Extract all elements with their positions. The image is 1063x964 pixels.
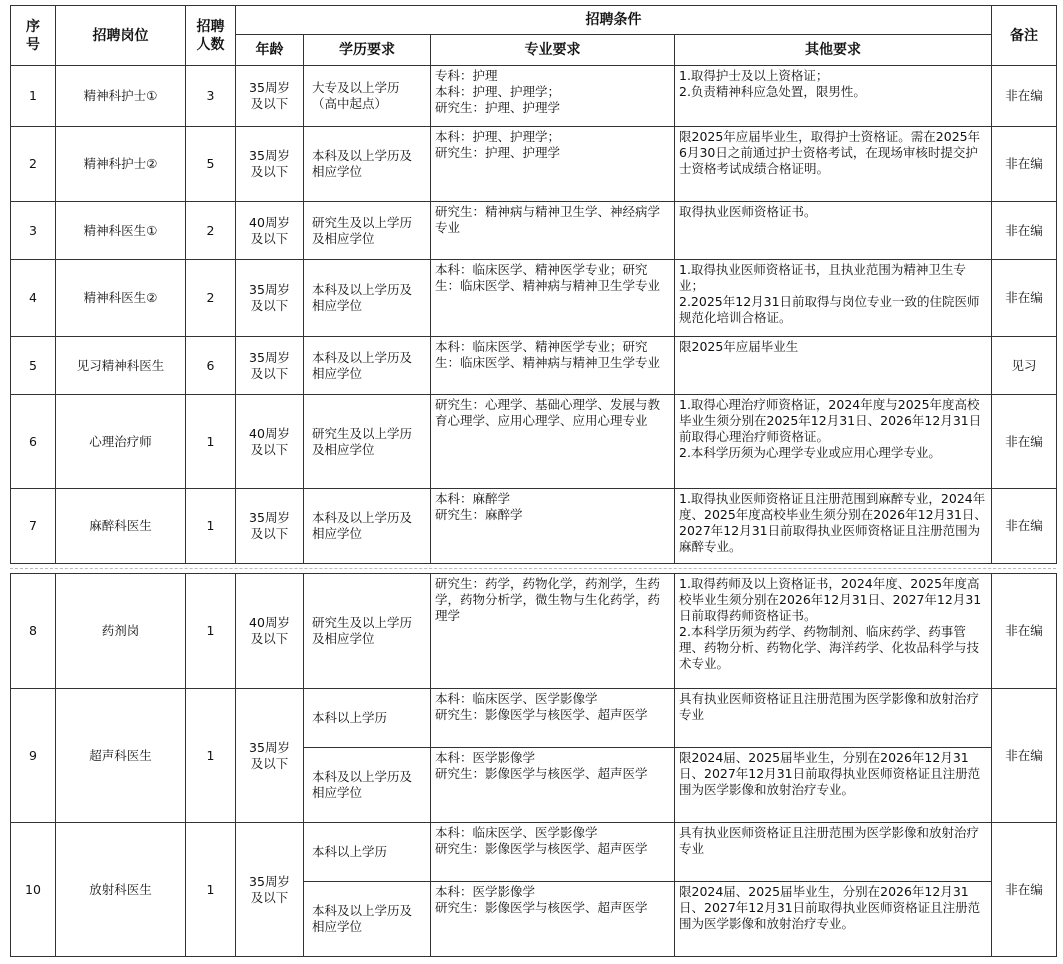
row-remark: 非在编 [992,489,1057,564]
row-age: 35周岁及以下 [236,689,304,823]
row-age: 35周岁及以下 [236,489,304,564]
row-other: 1.取得执业医师资格证书，且执业范围为精神卫生专业； 2.2025年12月31日前取得与岗位专业一致的住院医师规范化培训合格证。 [675,260,992,337]
row-seq: 6 [11,395,56,489]
row-remark: 见习 [992,337,1057,395]
row-age: 35周岁及以下 [236,823,304,957]
row-education: 本科及以上学历及相应学位 [304,337,431,395]
row-count: 1 [186,574,236,689]
table-header [11,6,1057,66]
row-major: 本科：麻醉学 研究生：麻醉学 [431,489,675,564]
row-position: 放射科医生 [56,823,186,957]
row-major: 本科：临床医学、医学影像学 研究生：影像医学与核医学、超声医学 [431,689,675,748]
row-count: 5 [186,127,236,202]
row-major: 本科：护理、护理学； 研究生：护理、护理学 [431,127,675,202]
header-remark: 备注 [992,6,1057,66]
page-break-divider [10,568,1056,569]
row-remark: 非在编 [992,395,1057,489]
row-other: 取得执业医师资格证书。 [675,202,992,260]
row-seq: 7 [11,489,56,564]
row-other: 1.取得心理治疗师资格证，2024年度与2025年度高校毕业生须分别在2025年12月31日、2026年12月31日前取得心理治疗师资格证。 2.本科学历须为心理学专业或应用心理学专业。 [675,395,992,489]
row-other: 具有执业医师资格证且注册范围为医学影像和放射治疗专业 [675,823,992,882]
row-education: 本科及以上学历及相应学位 [304,489,431,564]
table-row [11,127,1057,202]
row-education: 本科及以上学历及相应学位 [304,882,431,957]
header-seq: 序号 [11,6,56,66]
table-body-part2 [11,574,1057,957]
table-row [11,66,1057,127]
recruitment-table-part2 [10,573,1057,957]
row-seq: 10 [11,823,56,957]
row-position: 心理治疗师 [56,395,186,489]
row-count: 1 [186,823,236,957]
table-body-part1 [11,66,1057,564]
table-row [11,395,1057,489]
row-major: 专科：护理 本科：护理、护理学； 研究生：护理、护理学 [431,66,675,127]
row-age: 35周岁及以下 [236,260,304,337]
table-row [11,260,1057,337]
row-education: 本科及以上学历及相应学位 [304,260,431,337]
table-row [11,574,1057,689]
row-other: 限2024届、2025届毕业生，分别在2026年12月31日、2027年12月31日前取得执业医师资格证且注册范围为医学影像和放射治疗专业。 [675,882,992,957]
row-seq: 3 [11,202,56,260]
row-major: 本科：临床医学、精神医学专业；研究生：临床医学、精神病与精神卫生学专业 [431,260,675,337]
row-age: 35周岁及以下 [236,127,304,202]
header-conditions: 招聘条件 [236,6,992,35]
row-remark: 非在编 [992,127,1057,202]
row-position: 精神科护士① [56,66,186,127]
row-major: 本科：临床医学、精神医学专业；研究生：临床医学、精神病与精神卫生学专业 [431,337,675,395]
row-position: 麻醉科医生 [56,489,186,564]
row-seq: 9 [11,689,56,823]
row-remark: 非在编 [992,66,1057,127]
row-other: 具有执业医师资格证且注册范围为医学影像和放射治疗专业 [675,689,992,748]
row-seq: 5 [11,337,56,395]
row-count: 1 [186,689,236,823]
row-age: 40周岁及以下 [236,202,304,260]
row-age: 35周岁及以下 [236,337,304,395]
row-seq: 2 [11,127,56,202]
row-position: 精神科护士② [56,127,186,202]
row-count: 1 [186,489,236,564]
header-count: 招聘人数 [186,6,236,66]
header-education: 学历要求 [304,35,431,66]
row-count: 2 [186,202,236,260]
row-position: 超声科医生 [56,689,186,823]
row-position: 见习精神科医生 [56,337,186,395]
row-other: 1.取得执业医师资格证且注册范围到麻醉专业，2024年度、2025年度高校毕业生须分别在2026年12月31日、2027年12月31日前取得执业医师资格证且注册范围为麻醉专业。 [675,489,992,564]
row-education: 本科以上学历 [304,689,431,748]
row-other: 限2025年应届毕业生，取得护士资格证。需在2025年6月30日之前通过护士资格考试，在现场审核时提交护士资格考试成绩合格证明。 [675,127,992,202]
header-position: 招聘岗位 [56,6,186,66]
row-education: 本科及以上学历及相应学位 [304,127,431,202]
row-count: 6 [186,337,236,395]
row-other: 1.取得护士及以上资格证； 2.负责精神科应急处置，限男性。 [675,66,992,127]
row-education: 研究生及以上学历及相应学位 [304,574,431,689]
header-major: 专业要求 [431,35,675,66]
row-major: 研究生：心理学、基础心理学、发展与教育心理学、应用心理学、应用心理专业 [431,395,675,489]
row-other: 限2024届、2025届毕业生，分别在2026年12月31日、2027年12月31日前取得执业医师资格证且注册范围为医学影像和放射治疗专业。 [675,748,992,823]
row-count: 3 [186,66,236,127]
row-education: 本科及以上学历及相应学位 [304,748,431,823]
row-seq: 8 [11,574,56,689]
row-count: 1 [186,395,236,489]
row-age: 40周岁及以下 [236,574,304,689]
table-row [11,489,1057,564]
table-row [11,823,1057,882]
row-remark: 非在编 [992,823,1057,957]
row-education: 大专及以上学历（高中起点） [304,66,431,127]
table-row [11,202,1057,260]
header-other: 其他要求 [675,35,992,66]
row-education: 本科以上学历 [304,823,431,882]
row-major: 研究生：精神病与精神卫生学、神经病学专业 [431,202,675,260]
row-education: 研究生及以上学历及相应学位 [304,202,431,260]
row-remark: 非在编 [992,260,1057,337]
row-remark: 非在编 [992,574,1057,689]
row-position: 精神科医生② [56,260,186,337]
row-other: 限2025年应届毕业生 [675,337,992,395]
row-count: 2 [186,260,236,337]
row-major: 研究生：药学，药物化学，药剂学，生药学，药物分析学，微生物与生化药学，药理学 [431,574,675,689]
table-row [11,337,1057,395]
row-remark: 非在编 [992,689,1057,823]
row-position: 药剂岗 [56,574,186,689]
header-age: 年龄 [236,35,304,66]
row-major: 本科：医学影像学 研究生：影像医学与核医学、超声医学 [431,748,675,823]
table-row [11,689,1057,748]
row-seq: 4 [11,260,56,337]
recruitment-table-part1 [10,5,1057,564]
row-major: 本科：医学影像学 研究生：影像医学与核医学、超声医学 [431,882,675,957]
row-age: 35周岁及以下 [236,66,304,127]
row-other: 1.取得药师及以上资格证书，2024年度、2025年度高校毕业生须分别在2026年12月31日、2027年12月31日前取得药师资格证书。 2.本科学历须为药学、药物制剂、临床药学、药事管理、药物分析、药物化学、海洋药学、化妆品科学与技术专业。 [675,574,992,689]
row-major: 本科：临床医学、医学影像学 研究生：影像医学与核医学、超声医学 [431,823,675,882]
row-remark: 非在编 [992,202,1057,260]
row-seq: 1 [11,66,56,127]
row-position: 精神科医生① [56,202,186,260]
row-education: 研究生及以上学历及相应学位 [304,395,431,489]
row-age: 40周岁及以下 [236,395,304,489]
